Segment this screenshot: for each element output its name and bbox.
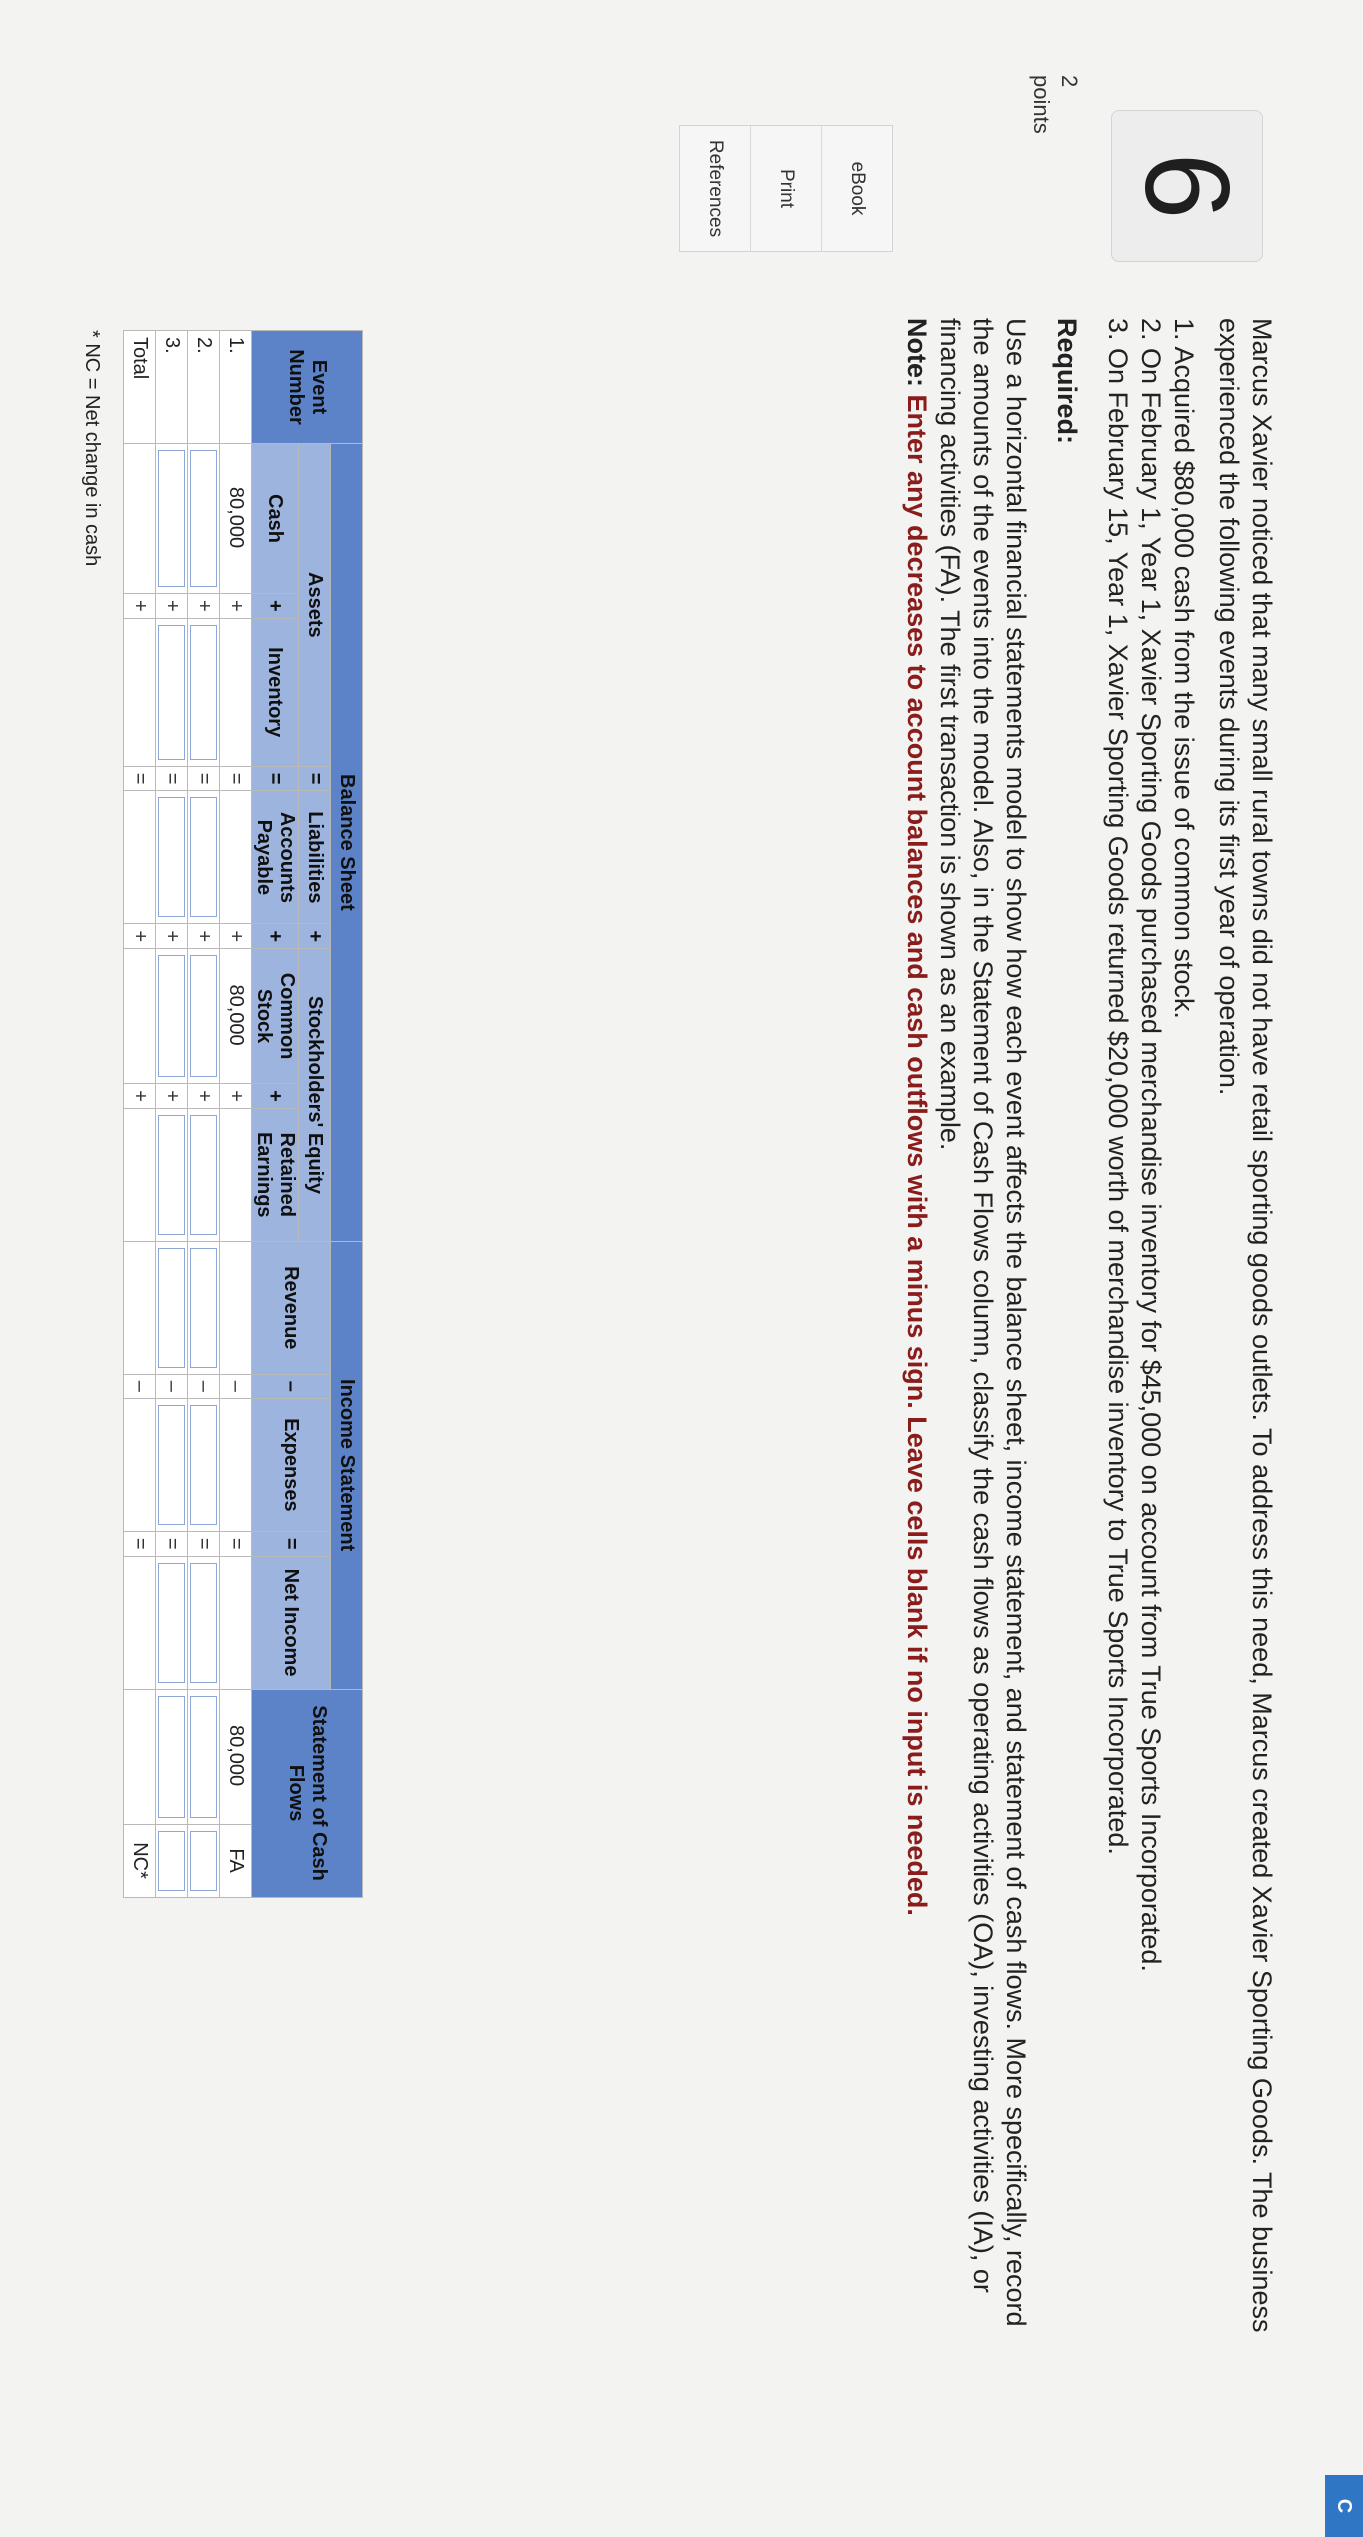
net-income-header: Net Income: [252, 1556, 331, 1689]
row-label: 2.: [188, 331, 220, 444]
table-row: [220, 331, 252, 1898]
expenses-input[interactable]: [190, 1405, 217, 1525]
corner-tab[interactable]: C: [1325, 2475, 1363, 2537]
stockholders-equity-header: Stockholders' Equity: [299, 949, 331, 1242]
plus-sign: +: [252, 594, 299, 619]
instructions-text: Use a horizontal financial statements model to show how each event affects the balance sheet, income statement, and statement of cash flows. More specifically, record the amounts of the events into the model. Also, in the Statement of Cash Flows column, classify the cash flows as operating activities (OA), investing activities (IA), or financing activities (FA). The first transaction is shown as an example.: [935, 318, 1031, 2327]
cash-flow-class-select[interactable]: [158, 1831, 185, 1891]
equals-sign: =: [220, 766, 252, 791]
intro-paragraph: Marcus Xavier noticed that many small rural towns did not have retail sporting goods outlets. To address this need, Marcus created Xavier Sporting Goods. The business experienced the following events during its first year of operation.: [1214, 318, 1277, 2333]
expenses-input[interactable]: [158, 1405, 185, 1525]
plus-sign: +: [124, 594, 156, 619]
required-heading: Required:: [1052, 318, 1082, 445]
accounts-payable-total-cell: [124, 791, 156, 924]
side-tools: [679, 125, 893, 252]
assets-header: Assets: [299, 444, 331, 767]
cash-flow-amount-input[interactable]: [190, 1696, 217, 1818]
accounts-payable-input[interactable]: [190, 797, 217, 917]
cash-input[interactable]: [190, 450, 217, 587]
common-stock-input[interactable]: [158, 955, 185, 1077]
plus-sign: +: [124, 1084, 156, 1109]
plus-sign: +: [124, 924, 156, 949]
plus-sign: +: [156, 594, 188, 619]
cash-input[interactable]: [158, 450, 185, 587]
revenue-header: Revenue: [252, 1241, 331, 1374]
plus-sign: +: [220, 924, 252, 949]
minus-sign: –: [188, 1374, 220, 1398]
equals-sign: =: [124, 1531, 156, 1556]
equals-sign: =: [156, 766, 188, 791]
total-row: [124, 331, 156, 1898]
plus-sign: +: [252, 1084, 299, 1109]
plus-sign: +: [156, 924, 188, 949]
inventory-total-cell: [124, 618, 156, 766]
cash-flow-amount-input[interactable]: [158, 1696, 185, 1818]
expenses-header: Expenses: [252, 1398, 331, 1531]
equals-sign: =: [252, 1531, 331, 1556]
net-income-input[interactable]: [158, 1563, 185, 1683]
cash-flows-header: Statement of Cash Flows: [252, 1689, 363, 1897]
question-content: [888, 318, 1278, 2338]
equals-sign: =: [220, 1531, 252, 1556]
cash-total-cell: [124, 444, 156, 594]
retained-earnings-cell: [220, 1108, 252, 1241]
row-label: 3.: [156, 331, 188, 444]
cash-header: Cash: [252, 444, 299, 594]
cash-flow-amount: 80,000: [220, 1689, 252, 1824]
inventory-cell: [220, 618, 252, 766]
print-button[interactable]: Print: [750, 126, 821, 251]
total-label: Total: [124, 331, 156, 444]
note-text: Enter any decreases to account balances and cash outflows with a minus sign. Leave cells blank if no input is needed.: [902, 394, 932, 1916]
revenue-input[interactable]: [190, 1248, 217, 1368]
points-value: 2: [1057, 75, 1082, 88]
points-label: [1027, 75, 1083, 134]
table-row: [156, 331, 188, 1898]
question-number: 6: [1111, 110, 1263, 262]
net-income-input[interactable]: [190, 1563, 217, 1683]
event-number-header: Event Number: [252, 331, 363, 444]
revenue-total-cell: [124, 1241, 156, 1374]
minus-sign: –: [124, 1374, 156, 1398]
instructions-paragraph: [900, 318, 1032, 2338]
equals-sign: =: [156, 1531, 188, 1556]
cash-value: 80,000: [220, 444, 252, 594]
points-text: points: [1029, 75, 1054, 134]
equals-sign: =: [188, 766, 220, 791]
cash-flow-total-cell: [124, 1689, 156, 1824]
cash-flow-class-select[interactable]: [190, 1831, 217, 1891]
event-item: 3. On February 15, Year 1, Xavier Sporting Goods returned $20,000 worth of merchandise inventory to True Sports Incorporated.: [1103, 318, 1133, 1855]
plus-sign: +: [220, 594, 252, 619]
inventory-input[interactable]: [190, 625, 217, 760]
plus-sign: +: [188, 594, 220, 619]
retained-earnings-header: Retained Earnings: [252, 1108, 299, 1241]
plus-sign: +: [188, 1084, 220, 1109]
event-list: [1101, 318, 1200, 2338]
table-row: [188, 331, 220, 1898]
note-label: Note:: [902, 318, 932, 387]
inventory-input[interactable]: [158, 625, 185, 760]
event-item: 2. On February 1, Year 1, Xavier Sporting Goods purchased merchandise inventory for $45,000 on account from True Sports Incorporated.: [1136, 318, 1166, 1972]
retained-earnings-total-cell: [124, 1108, 156, 1241]
balance-sheet-header: Balance Sheet: [331, 444, 363, 1242]
financial-statements-model: [123, 330, 363, 1898]
plus-sign: +: [252, 924, 299, 949]
equals-sign: =: [252, 766, 299, 791]
common-stock-input[interactable]: [190, 955, 217, 1077]
net-income-total-cell: [124, 1556, 156, 1689]
liabilities-header: Liabilities: [299, 791, 331, 924]
ebook-button[interactable]: eBook: [821, 126, 892, 251]
equals-sign: =: [124, 766, 156, 791]
equals-sign: =: [299, 766, 331, 791]
plus-sign: +: [299, 924, 331, 949]
row-label: 1.: [220, 331, 252, 444]
minus-sign: –: [156, 1374, 188, 1398]
accounts-payable-header: Accounts Payable: [252, 791, 299, 924]
plus-sign: +: [188, 924, 220, 949]
equals-sign: =: [188, 1531, 220, 1556]
common-stock-header: Common Stock: [252, 949, 299, 1084]
retained-earnings-input[interactable]: [158, 1115, 185, 1235]
accounts-payable-input[interactable]: [158, 797, 185, 917]
net-income-cell: [220, 1556, 252, 1689]
references-button[interactable]: References: [705, 139, 726, 238]
minus-sign: –: [220, 1374, 252, 1398]
income-statement-header: Income Statement: [331, 1241, 363, 1689]
accounts-payable-cell: [220, 791, 252, 924]
common-stock-total-cell: [124, 949, 156, 1084]
revenue-cell: [220, 1241, 252, 1374]
footnote: * NC = Net change in cash: [81, 330, 103, 567]
minus-sign: –: [252, 1374, 331, 1398]
expenses-cell: [220, 1398, 252, 1531]
plus-sign: +: [156, 1084, 188, 1109]
inventory-header: Inventory: [252, 618, 299, 766]
retained-earnings-input[interactable]: [190, 1115, 217, 1235]
revenue-input[interactable]: [158, 1248, 185, 1368]
net-change-label: NC*: [124, 1824, 156, 1897]
plus-sign: +: [220, 1084, 252, 1109]
expenses-total-cell: [124, 1398, 156, 1531]
cash-flow-classification: FA: [220, 1824, 252, 1897]
common-stock-value: 80,000: [220, 949, 252, 1084]
event-item: 1. Acquired $80,000 cash from the issue of common stock.: [1169, 318, 1199, 1019]
